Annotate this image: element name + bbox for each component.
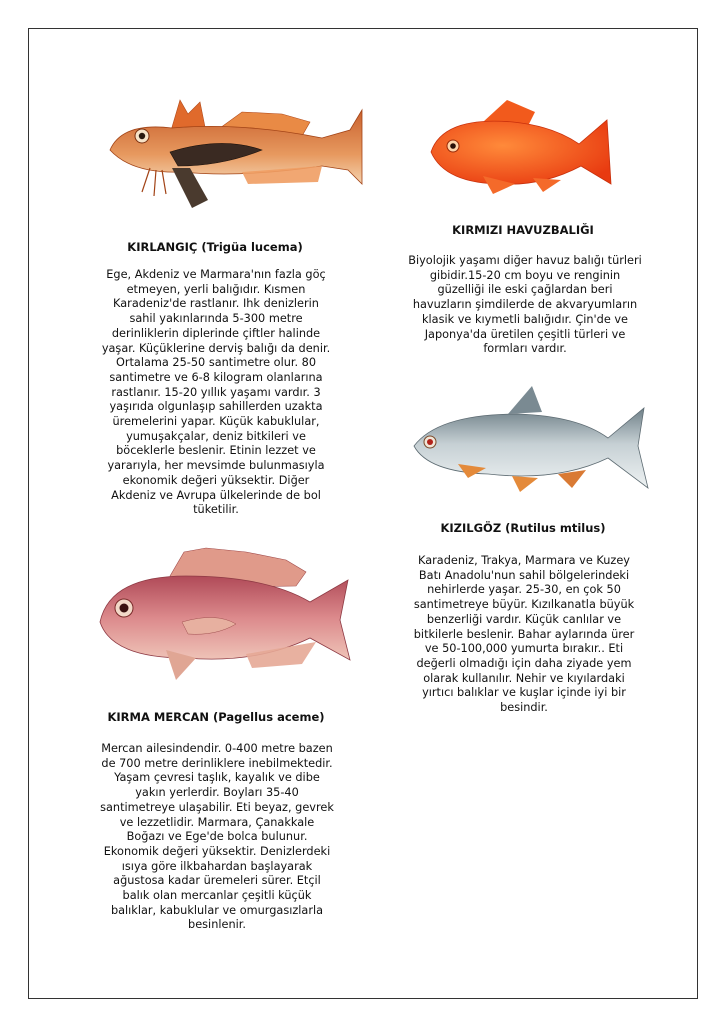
kirma-mercan-title: KIRMA MERCAN (Pagellus aceme): [107, 710, 325, 724]
kirlangic-title: KIRLANGIÇ (Trigüa lucema): [127, 240, 303, 254]
roach-illustration: [408, 384, 650, 496]
kirma-mercan-description: Mercan ailesindendir. 0-400 metre bazen de 700 metre derinliklere inebilmektedir. Yaşam çevresi taşlık, kayalık ve dibe yakın yerlerdir. Boyları 35-40 santimetreye ulaşabilir. Eti beyaz, gevrek ve lezzetlidir. Marmara, Çanakkale Boğazı ve Ege'de bolca bulunur. Ekonomik değeri yüksektir. Denizlerdeki ısıya göre ilkbahardan başlayarak ağustosa kadar üremeleri sürer. Etçil balık olan mercanlar çeşitli küçük balıklar, kabuklular ve omurgasızlarla besinlenir.: [100, 742, 334, 932]
kirlangic-description: Ege, Akdeniz ve Marmara'nın fazla göç etmeyen, yerli balığıdır. Kısmen Karadeniz'de rastlanır. Ihk denizlerin sahil yakınlarında 5-300 metre derinliklerin diplerinde çiftler halinde yaşar. Küçüklerine derviş balığı da denir. Ortalama 25-50 santimetre olur. 80 santimetre ve 6-8 kilogram olanlarına rastlanır. 15-20 yıllık yaşamı vardır. 3 yaşırıda olgunlaşıp sahillerden uzakta üremelerini yapar. Küçük kabuklular, yumuşakçalar, deniz bitkileri ve böceklerle beslenir. Etinin lezzet ve yararıyla, her mevsimde bulunmasıyla ekonomik değeri yüksektir. Diğer Akdeniz ve Avrupa ülkelerinde de bol tüketilir.: [101, 268, 331, 517]
havuzbaligi-description: Biyolojik yaşamı diğer havuz balığı türleri gibidir.15-20 cm boyu ve renginin güzelliği ile eski çağlardan beri havuzların şimdilerde de akvaryumların klasik ve kıymetli balığıdır. Çin'de ve Japonya'da üretilen çeşitli türleri ve formları vardır.: [408, 254, 642, 356]
kizilgoz-description: Karadeniz, Trakya, Marmara ve Kuzey Batı Anadolu'nun sahil bölgelerindeki nehirlerde yaşar. 25-30, en çok 50 santimetreye büyür. Kızılkanatla büyük benzerliği vardır. Küçük canlılar ve bitkilerle beslenir. Bahar aylarında ürer ve 50-100,000 yumurta bırakır.. Eti değerli olmadığı için daha ziyade yem olarak kullanılır. Nehir ve kıyılardaki yırtıcı balıklar ve kuşlar içinde iyi bir besindir.: [413, 554, 635, 715]
havuzbaligi-title: KIRMIZI HAVUZBALIĞI: [452, 223, 594, 237]
pandora-illustration: [96, 546, 354, 686]
goldfish-illustration: [423, 96, 615, 196]
kizilgoz-title: KIZILGÖZ (Rutilus mtilus): [440, 521, 606, 535]
gurnard-illustration: [92, 92, 364, 214]
